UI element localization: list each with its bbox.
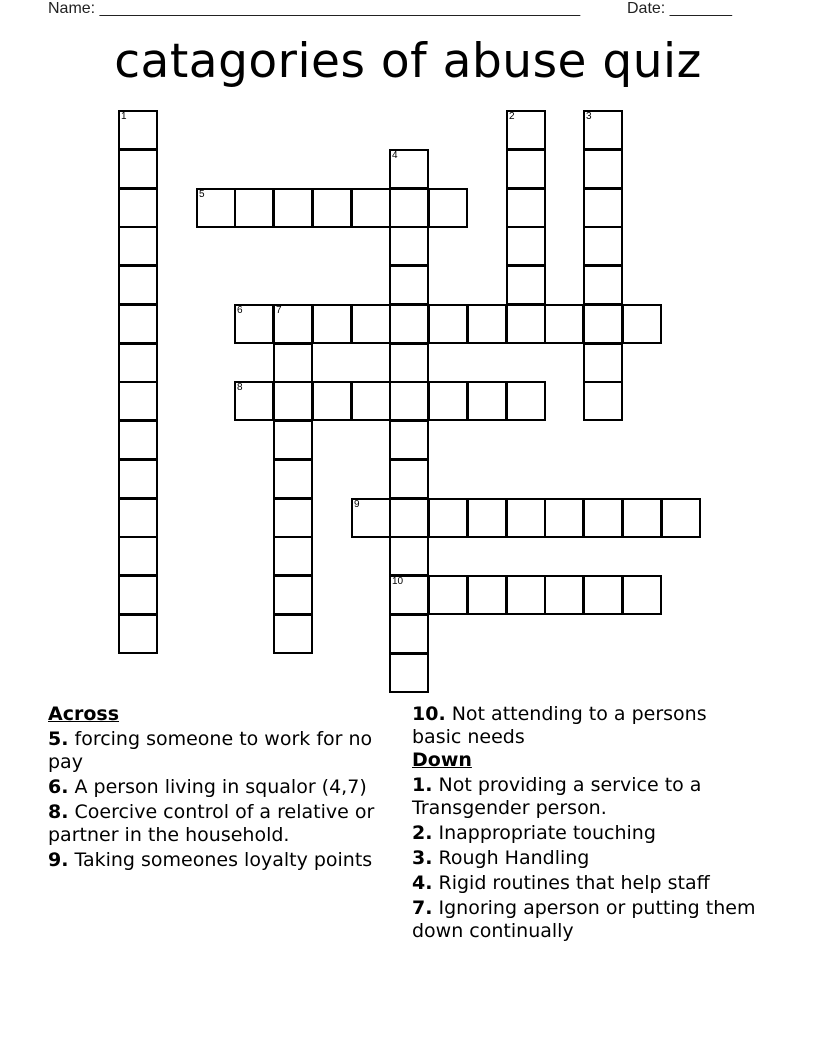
- grid-cell[interactable]: [273, 343, 313, 383]
- grid-cell[interactable]: [583, 226, 623, 266]
- grid-cell[interactable]: [273, 420, 313, 460]
- grid-cell[interactable]: [118, 614, 158, 654]
- clue-down-3: [412, 847, 757, 870]
- clue-down-2: [412, 822, 757, 845]
- down-heading: Down: [412, 749, 472, 771]
- grid-cell[interactable]: [389, 459, 429, 499]
- grid-cell[interactable]: [118, 459, 158, 499]
- grid-cell[interactable]: [234, 381, 274, 421]
- clue-text: forcing someone to work for no pay: [48, 728, 373, 773]
- clue-text: Ignoring aperson or putting them down continually: [412, 897, 756, 942]
- grid-cell[interactable]: [467, 575, 507, 615]
- clue-across-8: [48, 801, 393, 847]
- cell-number: 5: [199, 189, 205, 200]
- grid-cell[interactable]: [428, 304, 468, 344]
- clue-across-5: [48, 728, 393, 774]
- grid-cell[interactable]: [273, 536, 313, 576]
- grid-cell[interactable]: [506, 381, 546, 421]
- grid-cell[interactable]: [118, 304, 158, 344]
- grid-cell[interactable]: [661, 498, 701, 538]
- grid-cell[interactable]: [389, 381, 429, 421]
- grid-cell[interactable]: [273, 304, 313, 344]
- cell-number: 3: [586, 111, 592, 122]
- grid-cell[interactable]: [351, 188, 391, 228]
- grid-cell[interactable]: [118, 343, 158, 383]
- grid-cell[interactable]: [467, 498, 507, 538]
- cell-number: 10: [392, 576, 404, 587]
- grid-cell[interactable]: [506, 226, 546, 266]
- clues-column-left: [48, 703, 393, 872]
- grid-cell[interactable]: [544, 498, 584, 538]
- clue-text: Rough Handling: [438, 847, 590, 869]
- clue-text: Not attending to a persons basic needs: [412, 703, 707, 748]
- clue-number: 7.: [412, 897, 433, 919]
- clue-across-9: [48, 849, 393, 872]
- grid-cell[interactable]: [312, 381, 352, 421]
- grid-cell[interactable]: [196, 188, 236, 228]
- grid-cell[interactable]: [273, 614, 313, 654]
- grid-cell[interactable]: [389, 575, 429, 615]
- grid-cell[interactable]: [583, 188, 623, 228]
- grid-cell[interactable]: [273, 498, 313, 538]
- date-field-label: Date: _______: [627, 0, 732, 17]
- grid-cell[interactable]: [583, 498, 623, 538]
- grid-cell[interactable]: [118, 498, 158, 538]
- clue-across-6: [48, 776, 393, 799]
- grid-cell[interactable]: [312, 304, 352, 344]
- grid-cell[interactable]: [118, 536, 158, 576]
- grid-cell[interactable]: [118, 265, 158, 305]
- clue-number: 9.: [48, 849, 69, 871]
- cell-number: 9: [354, 499, 360, 510]
- cell-number: 1: [121, 111, 127, 122]
- clue-number: 8.: [48, 801, 69, 823]
- grid-cell[interactable]: [467, 381, 507, 421]
- grid-cell[interactable]: [428, 188, 468, 228]
- grid-cell[interactable]: [622, 304, 662, 344]
- grid-cell[interactable]: [351, 498, 391, 538]
- clue-number: 6.: [48, 776, 69, 798]
- grid-cell[interactable]: [389, 498, 429, 538]
- grid-cell[interactable]: [389, 614, 429, 654]
- grid-cell[interactable]: [389, 188, 429, 228]
- grid-cell[interactable]: [273, 188, 313, 228]
- grid-cell[interactable]: [583, 343, 623, 383]
- grid-cell[interactable]: [544, 575, 584, 615]
- clue-down-7: [412, 897, 757, 943]
- across-heading: Across: [48, 703, 120, 725]
- clue-across-10: [412, 703, 757, 749]
- clue-number: 5.: [48, 728, 69, 750]
- grid-cell[interactable]: [428, 575, 468, 615]
- grid-cell[interactable]: [389, 653, 429, 693]
- grid-cell[interactable]: [467, 304, 507, 344]
- grid-cell[interactable]: [118, 188, 158, 228]
- grid-cell[interactable]: [118, 420, 158, 460]
- grid-cell[interactable]: [506, 498, 546, 538]
- name-field-label: Name: ______________________________________________________: [48, 0, 581, 17]
- clue-text: Rigid routines that help staff: [438, 872, 710, 894]
- grid-cell[interactable]: [118, 110, 158, 150]
- grid-cell[interactable]: [389, 265, 429, 305]
- grid-cell[interactable]: [234, 188, 274, 228]
- grid-cell[interactable]: [234, 304, 274, 344]
- clue-text: Not providing a service to a Transgender person.: [412, 774, 702, 819]
- grid-cell[interactable]: [583, 575, 623, 615]
- grid-cell[interactable]: [544, 304, 584, 344]
- cell-number: 4: [392, 150, 398, 161]
- grid-cell[interactable]: [583, 304, 623, 344]
- grid-cell[interactable]: [351, 381, 391, 421]
- clue-down-1: [412, 774, 757, 820]
- grid-cell[interactable]: [506, 304, 546, 344]
- clue-number: 2.: [412, 822, 433, 844]
- grid-cell[interactable]: [389, 343, 429, 383]
- grid-cell[interactable]: [583, 149, 623, 189]
- clue-number: 4.: [412, 872, 433, 894]
- grid-cell[interactable]: [118, 149, 158, 189]
- grid-cell[interactable]: [118, 575, 158, 615]
- grid-cell[interactable]: [351, 304, 391, 344]
- clue-number: 10.: [412, 703, 446, 725]
- grid-cell[interactable]: [506, 188, 546, 228]
- grid-cell[interactable]: [389, 536, 429, 576]
- grid-cell[interactable]: [389, 420, 429, 460]
- clue-text: A person living in squalor (4,7): [74, 776, 367, 798]
- clues-column-right: [412, 703, 757, 943]
- clue-down-4: [412, 872, 757, 895]
- grid-cell[interactable]: [428, 498, 468, 538]
- cell-number: 6: [237, 305, 243, 316]
- cell-number: 2: [509, 111, 515, 122]
- page-title: catagories of abuse quiz: [114, 34, 702, 89]
- grid-cell[interactable]: [428, 381, 468, 421]
- grid-cell[interactable]: [622, 498, 662, 538]
- grid-cell[interactable]: [389, 226, 429, 266]
- grid-cell[interactable]: [273, 575, 313, 615]
- grid-cell[interactable]: [273, 459, 313, 499]
- header: [48, 0, 748, 20]
- clue-text: Coercive control of a relative or partner in the household.: [48, 801, 375, 846]
- grid-cell[interactable]: [389, 149, 429, 189]
- grid-cell[interactable]: [622, 575, 662, 615]
- grid-cell[interactable]: [312, 188, 352, 228]
- grid-cell[interactable]: [506, 149, 546, 189]
- grid-cell[interactable]: [273, 381, 313, 421]
- grid-cell[interactable]: [389, 304, 429, 344]
- grid-cell[interactable]: [118, 381, 158, 421]
- grid-cell[interactable]: [583, 265, 623, 305]
- grid-cell[interactable]: [583, 110, 623, 150]
- grid-cell[interactable]: [583, 381, 623, 421]
- clue-number: 3.: [412, 847, 433, 869]
- clue-text: Inappropriate touching: [438, 822, 656, 844]
- clue-number: 1.: [412, 774, 433, 796]
- cell-number: 7: [276, 305, 282, 316]
- grid-cell[interactable]: [506, 110, 546, 150]
- cell-number: 8: [237, 382, 243, 393]
- grid-cell[interactable]: [506, 265, 546, 305]
- clue-text: Taking someones loyalty points: [74, 849, 373, 871]
- grid-cell[interactable]: [118, 226, 158, 266]
- grid-cell[interactable]: [506, 575, 546, 615]
